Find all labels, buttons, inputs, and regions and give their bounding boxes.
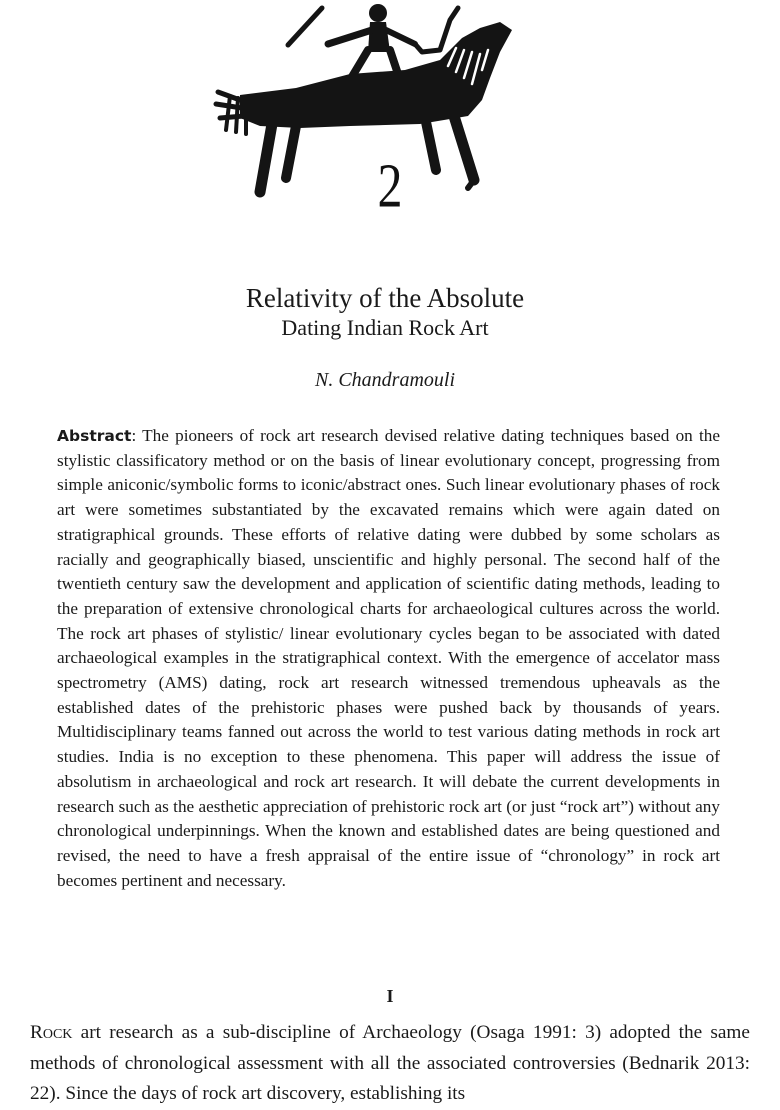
paper-subtitle: Dating Indian Rock Art	[281, 315, 489, 340]
chapter-number: 2	[377, 150, 403, 220]
body-lead-word: Rock	[30, 1022, 73, 1043]
section-heading: I	[386, 986, 394, 1006]
abstract-paragraph	[57, 424, 720, 893]
abstract-label: Abstract	[57, 427, 132, 445]
body-paragraph	[30, 1018, 750, 1110]
abstract-text: : The pioneers of rock art research devised relative dating techniques based on the stylistic classificatory method or on the basis of linear evolutionary concept, progressing from simple aniconic/symbolic forms to iconic/abstract ones. Such linear evolutionary phases of rock art were sometimes substantiated by the excavated remains which were again dated on stratigraphical grounds. These efforts of relative dating were dubbed by some scholars as racially and geographically biased, unscientific and highly personal. The second half of the twentieth century saw the development and application of scientific dating methods, leading to the preparation of extensive chronological charts for archaeological cultures across the world. The rock art phases of stylistic/ linear evolutionary cycles began to be associated with dated archaeological examples in the stratigraphical context. With the emergence of accelator mass spectrometry (AMS) dating, rock art research witnessed tremendous upheavals as the established dates of the prehistoric phases were pushed back by thousands of years. Multidisciplinary teams fanned out across the world to test various dating methods in rock art studies. India is no exception to these phenomena. This paper will address the issue of absolutism in archaeological and rock art research. It will debate the current developments in research such as the aesthetic appreciation of prehistoric rock art (or just “rock art”) without any chronological underpinnings. When the known and established dates are being questioned and revised, the need to have a fresh appraisal of the entire issue of “chronology” in rock art becomes pertinent and necessary.	[57, 426, 720, 890]
paper-title: Relativity of the Absolute	[245, 283, 525, 313]
body-text: art research as a sub-discipline of Archaeology (Osaga 1991: 3) adopted the same methods of chronological assessment with all the associated controversies (Bednarik 2013: 22). Since the days of rock art discovery, establishing its	[30, 1022, 750, 1104]
author-name: N. Chandramouli	[314, 369, 456, 391]
